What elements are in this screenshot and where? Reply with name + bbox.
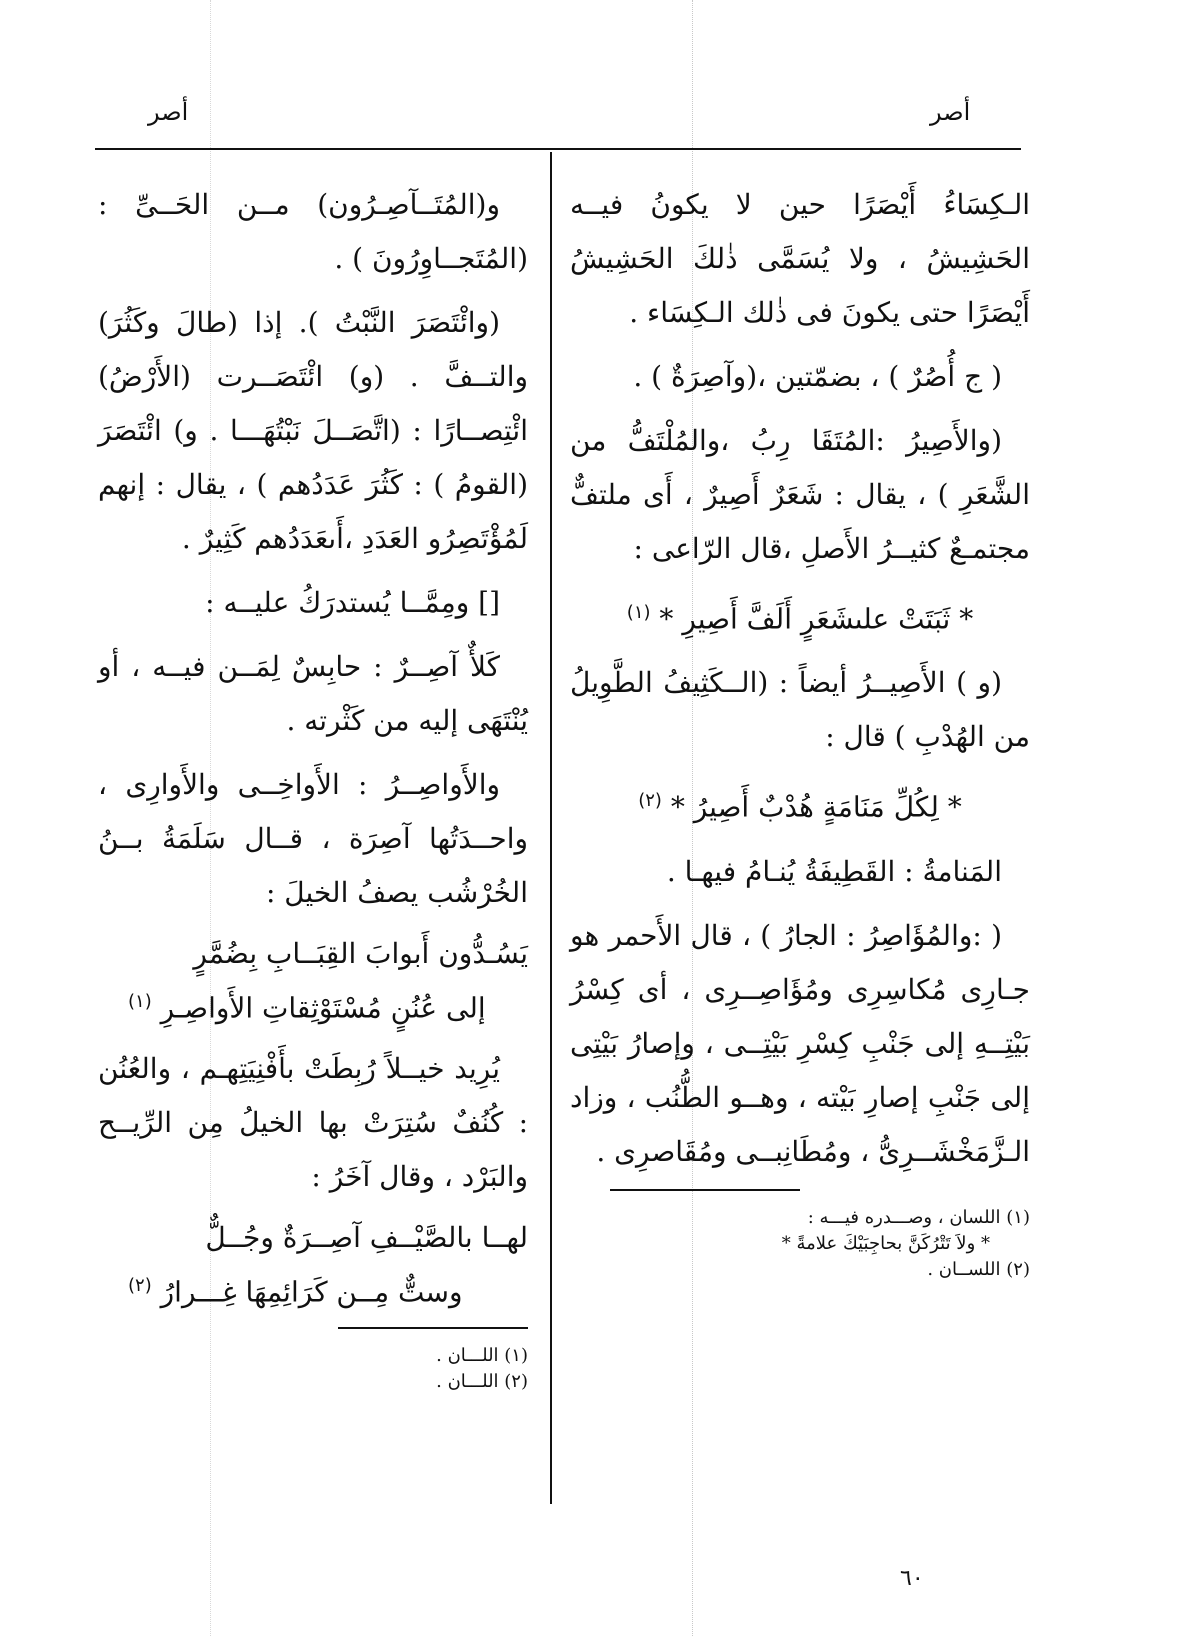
- verse-text: وستٌّ مِــن كَرَائِمِهَا غِـــرارُ: [160, 1275, 463, 1309]
- entry-paragraph: المَنامةُ : القَطِيفَةُ يُنـامُ فيهـا .: [666, 854, 1002, 888]
- verse-first-hemistich: لهــا بالصَّيْــفِ آصِــرَةٌ وجُــلٌّ: [205, 1221, 528, 1255]
- running-header-left: أصر: [148, 98, 189, 126]
- footnote: (٢) اللســان .: [927, 1258, 1030, 1280]
- verse-text: إلى عُنُنٍ مُسْتَوْثِقاتِ الأَواصِـرِ: [160, 991, 486, 1025]
- footnote: (١) اللـــان .: [436, 1344, 528, 1366]
- entry-paragraph: (وائْتَصَرَ النَّبْتُ ). إذا (طالَ وكَثُرَ) والتــفَّ . (و) ائْتَصَــرت (الأَرْضُ) ائْتِصــارًا : (اتَّصَــلَ نَبْتُهَـــا . و) ائْتَصَرَ (القومُ ) : كَثُرَ عَدَدُهم ) ، يقال : إنهم لَمُؤْتَصِرُو العَدَدِ ،أَىعَدَدُهم كَثِيرٌ .: [98, 306, 528, 555]
- footnote-marker: (٢): [638, 790, 662, 812]
- verse-second-hemistich: [98, 1262, 528, 1316]
- footnote-marker: (١): [626, 602, 651, 623]
- header-rule: [95, 148, 1021, 150]
- entry-paragraph: يُرِيد خيــلاً رُبِطَتْ بأَفْنِيَتِهـم ، والعُنُن : كُنُفٌ سُتِرَتْ بها الخيلُ مِن الرِّيــح والبَرْد ، وقال آخَرُ :: [98, 1052, 528, 1194]
- verse-text: * ثَبَتَتْ علىشَعَرٍ أَلَفَّ أَصِيرِ *: [659, 602, 974, 636]
- column-divider: [550, 152, 552, 1504]
- running-header-right: أصر: [930, 98, 971, 126]
- verse-second-hemistich: [98, 978, 528, 1032]
- footnote-rule: [338, 1327, 528, 1329]
- entry-paragraph: و(المُتَــآصِـرُون) مــن الحَــىِّ : (المُتَجــاوِرُونَ ) .: [98, 188, 528, 275]
- footnotes: [98, 1327, 528, 1395]
- left-column: [98, 178, 528, 1395]
- entry-paragraph: الـكِسَاءُ أَيْصَرًا حين لا يكونُ فيــه الحَشِيشُ ، ولا يُسَمَّى ذٰلكَ الحَشِيشُ أَيْصَرًا حتى يكونَ فى ذٰلك الـكِسَاء .: [570, 188, 1030, 329]
- verse-line: [570, 774, 1030, 834]
- entry-paragraph: ( :والمُؤَاصِرُ : الجارُ ) ، قال الأَحمر هو جـارِى مُكاسِرِى ومُؤَاصِــرِى ، أى كِسْرُ بَيْتِــهِ إلى جَنْبِ كِسْرِ بَيْتِــى ، وإصارُ بَيْتِى إلى جَنْبِ إصارِ بَيْته ، وهــو الطُّنُب ، وزاد الـزَّمَخْشَــرِىُّ ، ومُطَانِبــى ومُقَاصرِى .: [570, 918, 1030, 1168]
- verse-couplet: [98, 930, 528, 1032]
- footnote-quote: * ولاَ تَتْرُكَنَّ بحاجِبَيْكَ علامةً *: [781, 1232, 990, 1254]
- footnotes: [570, 1189, 1030, 1283]
- entry-paragraph: والأَواصِــرُ : الأَواخِــى والأَوارِى ، واحــدَتُها آصِرَة ، قــال سَلَمَةُ بــنُ الخُرْشُب يصفُ الخيلَ :: [98, 768, 528, 909]
- footnote: (٢) اللـــان .: [436, 1370, 528, 1392]
- verse-first-hemistich: يَسُـدُّون أَبوابَ القِبَــابِ بِضُمَّرٍ: [193, 937, 528, 970]
- section-heading: [] ومِمَّــا يُستدرَكُ عليــه :: [205, 586, 500, 619]
- right-column: [570, 178, 1030, 1283]
- entry-paragraph: (و ) الأَصِيــرُ أيضاً : (الــكَثِيفُ الطَّوِيلُ من الهُدْبِ ) قال :: [570, 666, 1030, 754]
- entry-paragraph: كَلأٌ آصِــرٌ : حابِسٌ لِمَــن فيــه ، أو يُنْتَهَى إليه من كَثْرته .: [98, 650, 528, 737]
- entry-paragraph: ( ج أُصُرٌ ) ، بضمّتين ،(وآصِرَةٌ ) .: [633, 360, 1002, 393]
- entry-paragraph: (والأَصِيرُ :المُتَقَا رِبُ ،والمُلْتَفُّ من الشَّعَرِ ) ، يقال : شَعَرٌ أَصِيرٌ ، أَى ملتفٌّ مجتمـعٌ كثيــرُ الأَصلِ ،قال الرّاعى :: [570, 424, 1030, 565]
- footnote-marker: (٢): [128, 1275, 152, 1297]
- page-number: ٦٠: [900, 1566, 924, 1591]
- verse-text: * لِكُلِّ مَنَامَةٍ هُدْبٌ أَصِيرُ *: [670, 790, 962, 824]
- footnote: (١) اللسان ، وصـــدره فيـــه :: [807, 1206, 1030, 1228]
- footnote-rule: [610, 1189, 800, 1191]
- verse-line: [570, 586, 1030, 646]
- verse-couplet: [98, 1214, 528, 1316]
- footnote-marker: (١): [128, 991, 152, 1012]
